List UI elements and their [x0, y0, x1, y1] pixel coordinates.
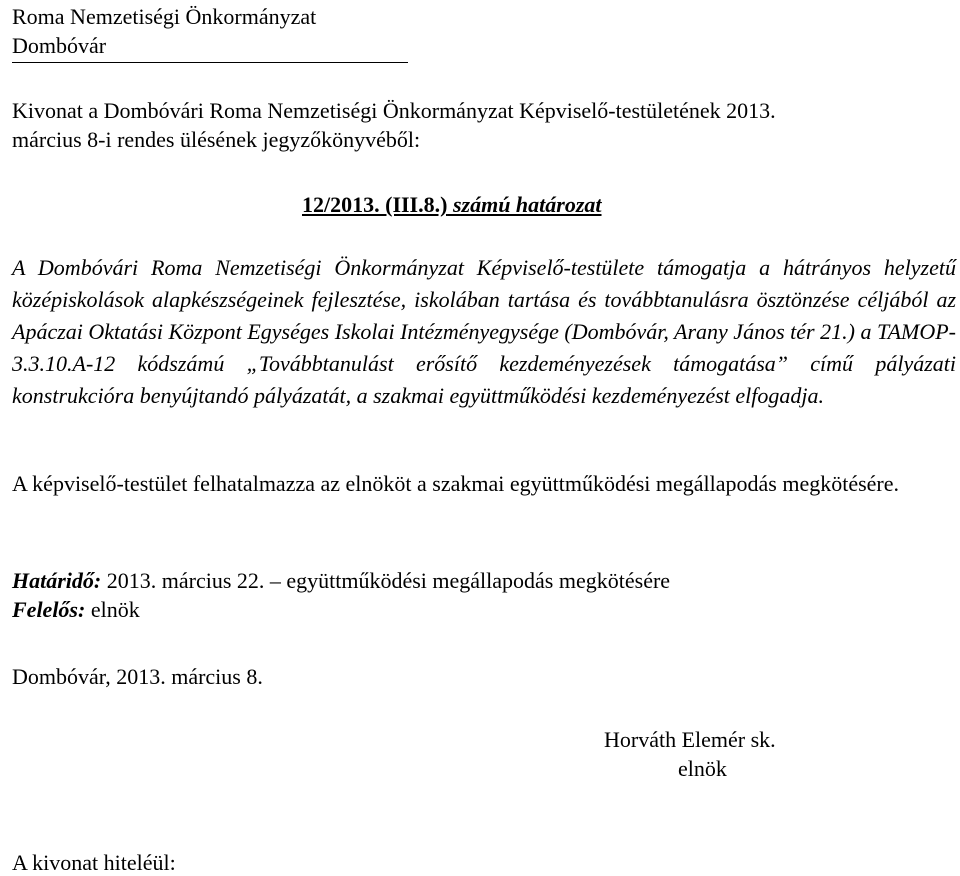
document-title-line2: március 8-i rendes ülésének jegyzőkönyvéből:	[12, 127, 421, 152]
authorization-paragraph: A képviselő-testület felhatalmazza az elnököt a szakmai együttműködési megállapodás megkötésére.	[12, 471, 900, 496]
responsible-label: Felelős:	[12, 597, 86, 622]
resolution-heading	[302, 192, 602, 218]
header-underline	[12, 62, 408, 63]
deadline-label: Határidő:	[12, 568, 102, 593]
header-city: Dombóvár	[12, 33, 107, 58]
deadline-value: 2013. március 22. – együttműködési megállapodás megkötésére	[101, 568, 671, 593]
certification-label: A kivonat hiteléül:	[12, 850, 176, 875]
resolution-number: 12/2013. (III.8.)	[302, 192, 448, 217]
responsible-line	[12, 597, 140, 623]
document-title-line1: Kivonat a Dombóvári Roma Nemzetiségi Önkormányzat Képviselő-testületének 2013.	[12, 98, 776, 123]
deadline-line	[12, 568, 670, 594]
resolution-label: számú határozat	[447, 192, 602, 217]
signatory-role: elnök	[678, 756, 727, 781]
place-and-date: Dombóvár, 2013. március 8.	[12, 664, 263, 689]
header-organization: Roma Nemzetiségi Önkormányzat	[12, 4, 317, 29]
resolution-body-paragraph: A Dombóvári Roma Nemzetiségi Önkormányzat Képviselő-testülete támogatja a hátrányos helyzetű középiskolások alapkészségeinek fejlesztése, iskolában tartása és továbbtanulásra ösztönzése céljából az Apáczai Oktatási Központ Egységes Iskolai Intézményegysége (Dombóvár, Arany János tér 21.) a TAMOP-3.3.10.A-12 kódszámú „Továbbtanulást erősítő kezdeményezések támogatása” című pályázati konstrukcióra benyújtandó pályázatát, a szakmai együttműködési kezdeményezést elfogadja.	[12, 255, 956, 408]
signatory-name: Horváth Elemér sk.	[604, 727, 776, 752]
responsible-value: elnök	[85, 597, 140, 622]
